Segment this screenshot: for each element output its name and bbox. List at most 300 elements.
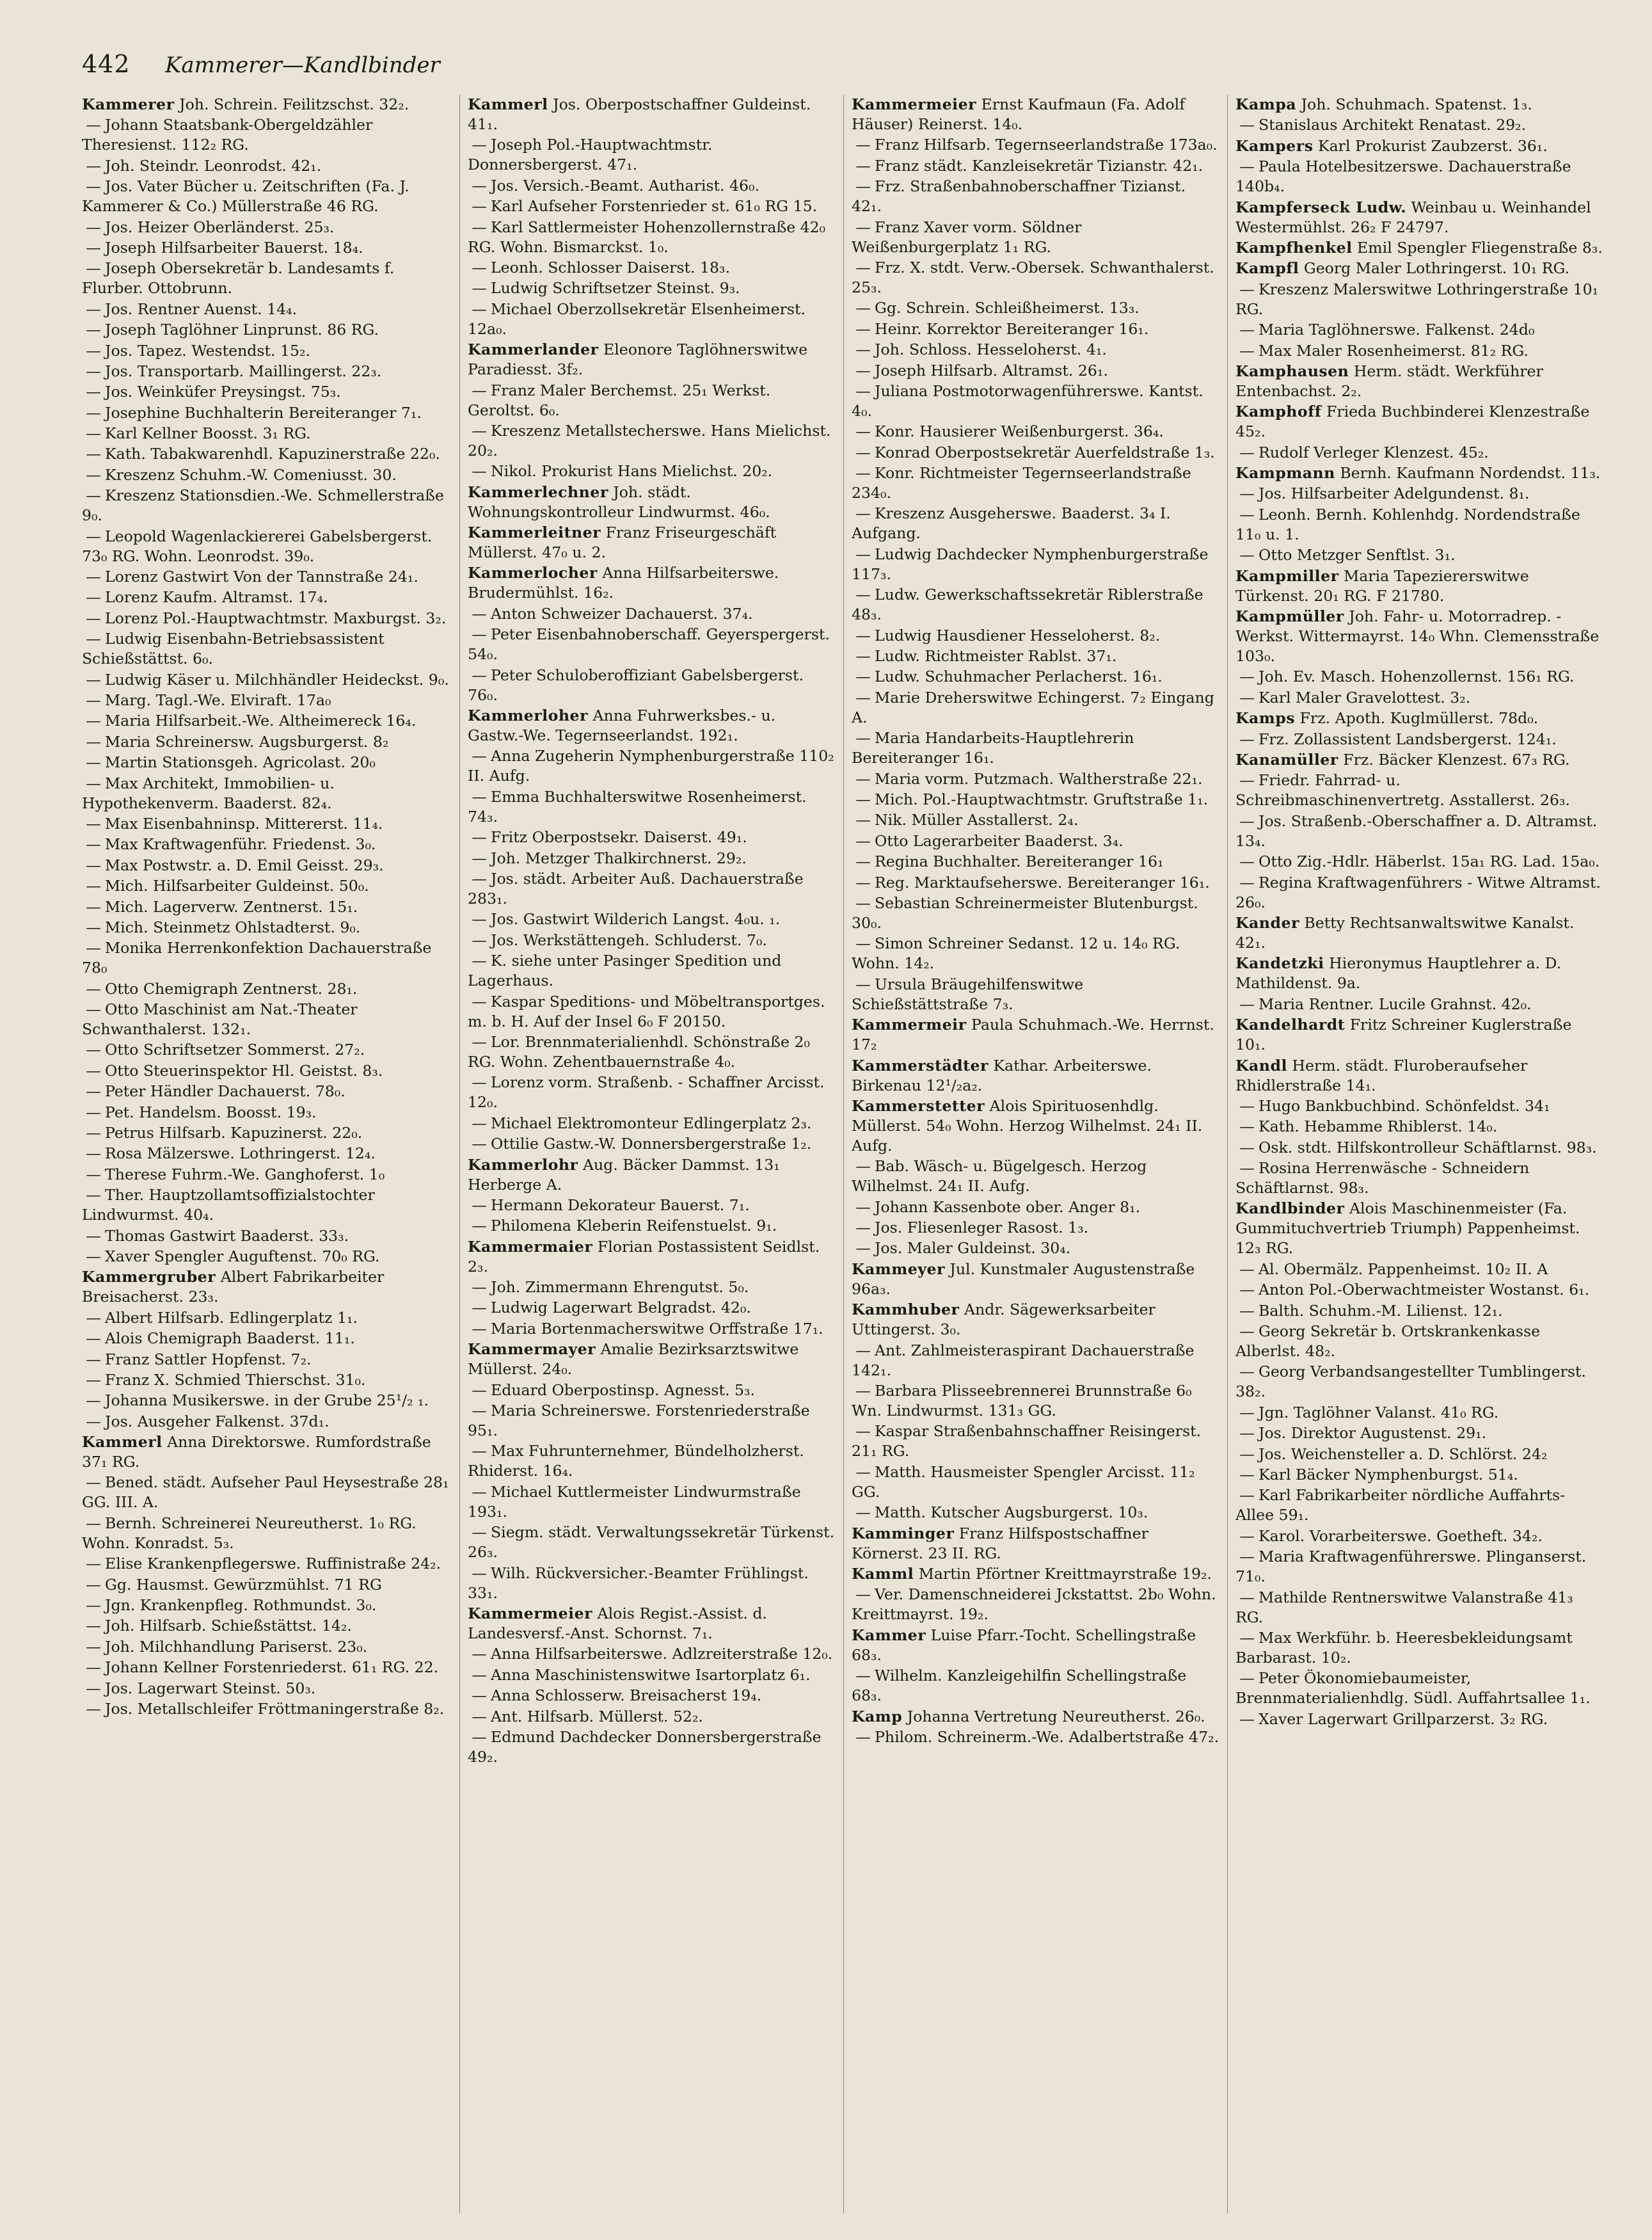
directory-entry	[468, 421, 836, 461]
ditto-dash: —	[86, 177, 101, 196]
entry-surname: Kammerstädter	[852, 1056, 989, 1075]
entry-text: Luise Pfarr.-Tocht. Schellingstraße 68₃.	[852, 1626, 1196, 1664]
ditto-dash: —	[472, 1299, 487, 1317]
directory-entry	[82, 1679, 450, 1699]
ditto-dash: —	[472, 666, 487, 684]
entry-text: Reg. Marktaufseherswe. Bereiteranger 16₁.	[875, 873, 1210, 892]
ditto-dash: —	[1239, 116, 1255, 134]
entry-surname: Kampers	[1235, 136, 1314, 155]
directory-entry	[1235, 463, 1603, 483]
ditto-dash: —	[472, 1665, 487, 1684]
entry-text: Kreszenz Schuhm.-W. Comeniusst. 30.	[105, 465, 397, 484]
directory-entry	[468, 1196, 836, 1215]
ditto-dash: —	[1239, 1424, 1255, 1443]
directory-entry	[1235, 913, 1603, 953]
entry-text: Ludwig Hausdiener Hesseloherst. 8₂.	[875, 626, 1161, 644]
entry-text: Konr. Richtmeister Tegernseerlandstraße 234₀.	[852, 464, 1191, 502]
entry-text: Marg. Tagl.-We. Elviraft. 17a₀	[105, 691, 331, 709]
ditto-dash: —	[86, 1124, 101, 1142]
ditto-dash: —	[86, 814, 101, 833]
entry-text: Karol. Vorarbeiterswe. Goetheft. 34₂.	[1259, 1526, 1543, 1545]
entry-text: Lor. Brennmaterialienhdl. Schönstraße 2₀ RG. Wohn. Zehentbauernstraße 4₀.	[468, 1032, 810, 1071]
ditto-dash: —	[1239, 1096, 1255, 1115]
directory-entry	[1235, 1423, 1603, 1443]
ditto-dash: —	[472, 1523, 487, 1542]
entry-text: Xaver Lagerwart Grillparzerst. 3₂ RG.	[1259, 1709, 1548, 1728]
directory-entry	[82, 382, 450, 402]
directory-entry	[468, 135, 836, 175]
entry-text: Ursula Bräugehilfenswitwe Schießstättstraße 7₃.	[852, 975, 1084, 1013]
directory-entry	[852, 1421, 1219, 1461]
directory-entry	[1235, 1709, 1603, 1729]
directory-entry	[1235, 1015, 1603, 1055]
directory-entry	[468, 1686, 836, 1706]
directory-entry	[468, 1482, 836, 1522]
entry-text: Franz Sattler Hopfenst. 7₂.	[105, 1350, 312, 1368]
entry-text: Joh. Schrein. Feilitzschst. 32₂.	[179, 95, 409, 113]
ditto-dash: —	[1239, 1588, 1255, 1606]
ditto-dash: —	[472, 747, 487, 765]
entry-surname: Kammergruber	[82, 1268, 216, 1286]
entry-text: Mich. Hilfsarbeiter Guldeinst. 50₀.	[105, 877, 369, 895]
directory-entry	[1235, 1628, 1603, 1668]
directory-entry	[82, 1329, 450, 1348]
directory-entry	[852, 873, 1219, 893]
directory-entry	[468, 1032, 836, 1072]
directory-entry	[468, 1380, 836, 1400]
entry-text: Ludwig Lagerwart Belgradst. 42₀.	[491, 1299, 751, 1317]
entry-text: Joseph Taglöhner Linprunst. 86 RG.	[105, 321, 379, 339]
entry-text: Frieda Buchbinderei Klenzestraße 45₂.	[1235, 403, 1590, 441]
directory-entry	[852, 95, 1219, 134]
ditto-dash: —	[855, 688, 871, 707]
entry-text: Barbara Plisseebrennerei Brunnstraße 6₀ Wn. Lindwurmst. 131₃ GG.	[852, 1382, 1192, 1420]
directory-entry	[468, 218, 836, 257]
directory-entry	[82, 238, 450, 258]
entry-text: Jos. Versich.-Beamt. Autharist. 46₀.	[491, 176, 760, 195]
entry-surname: Kammerlocher	[468, 564, 598, 582]
entry-text: Otto Chemigraph Zentnerst. 28₁.	[105, 979, 358, 998]
ditto-dash: —	[86, 156, 101, 175]
directory-entry	[852, 1197, 1219, 1217]
ditto-dash: —	[86, 1700, 101, 1718]
entry-text: Leonh. Bernh. Kohlenhdg. Nordendstraße 11₀ u. 1.	[1235, 505, 1580, 543]
ditto-dash: —	[86, 424, 101, 443]
directory-entry	[468, 746, 836, 786]
entry-text: Frz. Bäcker Klenzest. 67₃ RG.	[1343, 750, 1570, 769]
entry-text: Fritz Schreiner Kuglerstraße 10₁.	[1235, 1016, 1572, 1054]
ditto-dash: —	[86, 300, 101, 318]
directory-entry	[82, 1658, 450, 1677]
entry-text: Mich. Lagerverw. Zentnerst. 15₁.	[105, 897, 358, 916]
entry-text: Heinr. Korrektor Bereiteranger 16₁.	[875, 319, 1149, 338]
ditto-dash: —	[1239, 771, 1255, 790]
entry-text: Edmund Dachdecker Donnersbergerstraße 49₂.	[468, 1727, 822, 1766]
ditto-dash: —	[855, 1382, 871, 1400]
ditto-dash: —	[86, 1165, 101, 1183]
entry-text: Jgn. Krankenpfleg. Rothmundst. 3₀.	[105, 1596, 377, 1615]
ditto-dash: —	[472, 1564, 487, 1582]
entry-text: Lorenz Kaufm. Altramst. 17₄.	[105, 588, 328, 607]
entry-text: Petrus Hilfsarb. Kapuzinerst. 22₀.	[105, 1124, 363, 1142]
ditto-dash: —	[472, 381, 487, 399]
directory-entry	[468, 1707, 836, 1727]
ditto-dash: —	[472, 910, 487, 929]
entry-text: Jos. städt. Arbeiter Auß. Dachauerstraße 283₁.	[468, 869, 804, 908]
entry-text: Lorenz Gastwirt Von der Tannstraße 24₁.	[105, 568, 418, 586]
directory-entry	[1235, 995, 1603, 1014]
ditto-dash: —	[855, 319, 871, 338]
ditto-dash: —	[855, 136, 871, 154]
ditto-dash: —	[855, 1157, 871, 1176]
ditto-dash: —	[472, 218, 487, 236]
directory-entry	[852, 361, 1219, 381]
ditto-dash: —	[855, 381, 871, 400]
ditto-dash: —	[1239, 341, 1255, 360]
entry-surname: Kamphoff	[1235, 403, 1322, 421]
entry-text: Matth. Kutscher Augsburgerst. 10₃.	[875, 1503, 1148, 1522]
entry-text: Maria Bortenmacherswitwe Orffstraße 17₁.	[491, 1319, 823, 1338]
entry-text: Leopold Wagenlackiererei Gabelsbergerst. 73₀ RG. Wohn. Leonrodst. 39₀.	[82, 527, 433, 565]
entry-text: Marie Dreherswitwe Echingerst. 7₂ Eingang A.	[852, 688, 1214, 726]
entry-surname: Kampfl	[1235, 259, 1299, 278]
ditto-dash: —	[855, 811, 871, 829]
entry-text: Pet. Handelsm. Boosst. 19₃.	[105, 1103, 317, 1121]
directory-entry	[468, 869, 836, 909]
directory-entry	[82, 814, 450, 834]
ditto-dash: —	[855, 729, 871, 748]
directory-entry	[468, 1114, 836, 1133]
running-title: Kammerer—Kandlbinder	[165, 52, 440, 78]
entry-surname: Kandetzki	[1235, 954, 1324, 973]
directory-entry	[1235, 505, 1603, 545]
directory-entry	[468, 95, 836, 134]
entry-surname: Kammerl	[468, 95, 548, 113]
entry-text: Bened. städt. Aufseher Paul Heysestraße 28₁ GG. III. A.	[82, 1473, 449, 1512]
directory-entry	[1235, 1403, 1603, 1423]
entry-text: Jos. Maler Guldeinst. 30₄.	[875, 1239, 1071, 1258]
ditto-dash: —	[1239, 1403, 1255, 1421]
directory-entry	[1235, 708, 1603, 728]
directory-entry	[852, 1238, 1219, 1258]
ditto-dash: —	[472, 1707, 487, 1725]
directory-entry	[1235, 688, 1603, 708]
directory-entry	[82, 588, 450, 607]
directory-entry	[852, 1056, 1219, 1096]
directory-entry	[852, 298, 1219, 318]
directory-entry	[82, 1391, 450, 1411]
ditto-dash: —	[472, 1217, 487, 1235]
entry-text: Philomena Kleberin Reifenstuelst. 9₁.	[491, 1217, 777, 1235]
directory-entry	[82, 1350, 450, 1370]
ditto-dash: —	[86, 1658, 101, 1677]
entry-surname: Kammermeier	[468, 1604, 593, 1622]
directory-entry	[468, 300, 836, 339]
ditto-dash: —	[472, 300, 487, 318]
directory-entry	[468, 1441, 836, 1481]
entry-text: Maria vorm. Putzmach. Waltherstraße 22₁.	[875, 769, 1203, 788]
ditto-dash: —	[472, 869, 487, 888]
ditto-dash: —	[855, 545, 871, 563]
directory-entry	[1235, 259, 1603, 278]
entry-text: Otto Schriftsetzer Sommerst. 27₂.	[105, 1041, 365, 1059]
directory-entry	[82, 856, 450, 876]
ditto-dash: —	[855, 626, 871, 644]
entry-text: Jul. Kunstmaler Augustenstraße 96a₃.	[852, 1260, 1195, 1298]
entry-text: Jos. Straßenb.-Oberschaffner a. D. Altramst. 13₄.	[1235, 812, 1598, 850]
column-rule	[459, 95, 460, 2213]
ditto-dash: —	[86, 1226, 101, 1245]
entry-text: Jos. Lagerwart Steinst. 50₃.	[105, 1679, 316, 1697]
directory-entry	[1235, 1526, 1603, 1546]
directory-entry	[82, 918, 450, 938]
directory-entry	[82, 1103, 450, 1123]
entry-text: Mathilde Rentnerswitwe Valanstraße 41₃ RG.	[1235, 1588, 1573, 1626]
entry-text: Max Fuhrunternehmer, Bündelholzherst. Rhiderst. 16₄.	[468, 1442, 804, 1480]
entry-text: Max Postwstr. a. D. Emil Geisst. 29₃.	[105, 856, 384, 874]
directory-entry	[82, 1061, 450, 1081]
entry-text: Eleonore Taglöhnerswitwe Paradiesst. 3f₂.	[468, 340, 808, 379]
entry-text: Regina Buchhalter. Bereiteranger 16₁	[875, 852, 1164, 871]
entry-text: Ottilie Gastw.-W. Donnersbergerstraße 1₂.	[491, 1135, 812, 1153]
entry-text: Karl Aufseher Forstenrieder st. 61₀ RG 15.	[491, 197, 818, 216]
directory-entry	[852, 769, 1219, 789]
entry-surname: Kammerer	[82, 95, 175, 113]
entry-text: Franz Hilfspostschaffner Körnerst. 23 II. RG.	[852, 1524, 1148, 1562]
directory-entry	[852, 1524, 1219, 1564]
entry-text: Anna Direktorswe. Rumfordstraße 37₁ RG.	[82, 1433, 431, 1471]
entry-text: Maria Rentner. Lucile Grahnst. 42₀.	[1259, 995, 1532, 1013]
directory-entry	[468, 523, 836, 563]
ditto-dash: —	[472, 1402, 487, 1420]
entry-text: Ludwig Dachdecker Nymphenburgerstraße 117₃.	[852, 545, 1209, 583]
directory-entry	[1235, 1280, 1603, 1300]
directory-entry	[852, 1218, 1219, 1238]
directory-entry	[82, 1432, 450, 1472]
directory-entry	[468, 992, 836, 1032]
entry-text: Eduard Oberpostinsp. Agnesst. 5₃.	[491, 1380, 755, 1399]
directory-entry	[1235, 443, 1603, 463]
directory-entry	[1235, 607, 1603, 666]
entry-text: Josephine Buchhalterin Bereiteranger 7₁.	[105, 403, 422, 422]
entry-text: Amalie Bezirksarztswitwe Müllerst. 24₀.	[468, 1340, 799, 1379]
directory-entry	[1235, 484, 1603, 504]
directory-entry	[852, 381, 1219, 421]
ditto-dash: —	[1239, 852, 1255, 871]
entry-text: Maria Schreinerswe. Forstenriederstraße 95₁.	[468, 1402, 810, 1440]
entry-text: Karl Prokurist Zaubzerst. 36₁.	[1317, 136, 1548, 155]
ditto-dash: —	[855, 1585, 871, 1604]
entry-text: Peter Schuloberoffiziant Gabelsbergerst. 76₀.	[468, 666, 804, 704]
entry-text: Jos. Transportarb. Maillingerst. 22₃.	[105, 362, 382, 380]
directory-entry	[468, 706, 836, 746]
entry-surname: Kampferseck Ludw.	[1235, 198, 1406, 216]
ditto-dash: —	[472, 1319, 487, 1338]
directory-entry	[468, 1644, 836, 1664]
directory-entry	[852, 893, 1219, 933]
ditto-dash: —	[86, 383, 101, 401]
directory-entry	[852, 1585, 1219, 1624]
directory-columns	[82, 95, 1603, 2220]
entry-surname: Kammhuber	[852, 1300, 960, 1319]
ditto-dash: —	[855, 299, 871, 317]
directory-entry	[82, 1514, 450, 1553]
entry-text: Juliana Postmotorwagenführerswe. Kantst. 4₀.	[852, 381, 1203, 420]
entry-surname: Kammerl	[82, 1433, 163, 1452]
entry-text: Peter Händler Dachauerst. 78₀.	[105, 1082, 345, 1101]
entry-text: Otto Metzger Senftlst. 3₁.	[1259, 546, 1456, 564]
ditto-dash: —	[472, 258, 487, 276]
ditto-dash: —	[1239, 1260, 1255, 1278]
ditto-dash: —	[472, 1073, 487, 1092]
directory-entry	[1235, 852, 1603, 872]
ditto-dash: —	[472, 931, 487, 949]
ditto-dash: —	[1239, 484, 1255, 503]
entry-surname: Kammeyer	[852, 1260, 945, 1278]
ditto-dash: —	[855, 1667, 871, 1685]
entry-text: Friedr. Fahrrad- u. Schreibmaschinenvertretg. Asstallerst. 26₃.	[1235, 771, 1570, 810]
directory-entry	[1235, 341, 1603, 361]
directory-entry	[1235, 402, 1603, 442]
directory-entry	[1235, 1322, 1603, 1361]
entry-text: Jos. Gastwirt Wilderich Langst. 4₀u. ₁.	[491, 910, 781, 929]
directory-entry	[82, 567, 450, 587]
ditto-dash: —	[472, 787, 487, 806]
directory-entry	[852, 934, 1219, 973]
directory-entry	[1235, 750, 1603, 770]
ditto-dash: —	[472, 604, 487, 623]
entry-text: Jos. Oberpostschaffner Guldeinst. 41₁.	[468, 95, 811, 133]
entry-text: Joh. Milchhandlung Pariserst. 23₀.	[105, 1637, 368, 1656]
entry-text: Leonh. Schlosser Daiserst. 18₃.	[491, 258, 730, 276]
directory-entry	[468, 1401, 836, 1441]
ditto-dash: —	[472, 828, 487, 847]
entry-text: Albert Hilfsarb. Edlingerplatz 1₁.	[105, 1308, 358, 1327]
entry-text: Matth. Hausmeister Spengler Arcisst. 11₂ GG.	[852, 1462, 1195, 1501]
ditto-dash: —	[1239, 1486, 1255, 1505]
ditto-dash: —	[855, 769, 871, 788]
directory-entry	[468, 849, 836, 868]
entry-text: Michael Kuttlermeister Lindwurmstraße 193₁.	[468, 1482, 801, 1521]
entry-text: Maria Tapeziererswitwe Türkenst. 20₁ RG. F 21780.	[1235, 566, 1529, 605]
ditto-dash: —	[86, 341, 101, 360]
entry-surname: Kamps	[1235, 709, 1296, 728]
ditto-dash: —	[1239, 1709, 1255, 1728]
directory-entry	[82, 1082, 450, 1101]
ditto-dash: —	[86, 939, 101, 957]
entry-text: Georg Sekretär b. Ortskrankenkasse Alberlst. 48₂.	[1235, 1322, 1541, 1361]
ditto-dash: —	[855, 1341, 871, 1359]
entry-text: Ernst Kaufmaun (Fa. Adolf Häuser) Reinerst. 14₀.	[852, 95, 1185, 133]
entry-text: Joh. Steindr. Leonrodst. 42₁.	[105, 156, 322, 175]
directory-entry	[852, 1727, 1219, 1747]
directory-entry	[468, 787, 836, 827]
ditto-dash: —	[1239, 812, 1255, 830]
directory-entry	[1235, 954, 1603, 993]
entry-text: Joh. Metzger Thalkirchnerst. 29₂.	[491, 849, 747, 867]
directory-entry	[852, 1626, 1219, 1665]
entry-surname: Kammerstetter	[852, 1096, 985, 1115]
directory-entry	[852, 728, 1219, 768]
ditto-dash: —	[855, 893, 871, 912]
ditto-dash: —	[1239, 1281, 1255, 1299]
directory-entry	[852, 1381, 1219, 1421]
directory-entry	[82, 527, 450, 566]
entry-surname: Kammerloher	[468, 707, 588, 725]
entry-text: Regina Kraftwagenführers - Witwe Altramst. 26₀.	[1235, 873, 1601, 911]
ditto-dash: —	[86, 1000, 101, 1019]
ditto-dash: —	[86, 259, 101, 278]
ditto-dash: —	[86, 609, 101, 627]
directory-entry	[1235, 1668, 1603, 1708]
ditto-dash: —	[1239, 873, 1255, 892]
directory-entry	[82, 362, 450, 381]
ditto-dash: —	[86, 1247, 101, 1265]
ditto-dash: —	[86, 116, 101, 134]
directory-entry	[468, 483, 836, 522]
ditto-dash: —	[86, 1391, 101, 1410]
entry-text: Hermann Dekorateur Bauerst. 7₁.	[491, 1196, 750, 1214]
directory-entry	[468, 1298, 836, 1318]
entry-text: Michael Elektromonteur Edlingerplatz 2₃.	[491, 1114, 812, 1132]
directory-entry	[82, 341, 450, 361]
entry-text: Ludwig Schriftsetzer Steinst. 9₃.	[491, 279, 740, 298]
directory-entry	[82, 876, 450, 896]
ditto-dash: —	[1239, 730, 1255, 748]
entry-surname: Kampmüller	[1235, 607, 1344, 626]
directory-entry	[1235, 1444, 1603, 1464]
ditto-dash: —	[1239, 1465, 1255, 1484]
entry-text: Ver. Damenschneiderei Jckstattst. 2b₀ Wohn. Kreittmayrst. 19₂.	[852, 1585, 1216, 1624]
ditto-dash: —	[86, 630, 101, 648]
ditto-dash: —	[855, 340, 871, 359]
entry-text: Jos. Werkstättengeh. Schluderst. 7₀.	[491, 931, 767, 949]
entry-text: Osk. stdt. Hilfskontrolleur Schäftlarnst. 98₃.	[1259, 1138, 1597, 1156]
directory-entry	[468, 278, 836, 298]
directory-entry	[468, 1237, 836, 1277]
entry-text: Kaspar Straßenbahnschaffner Reisingerst. 21₁ RG.	[852, 1422, 1202, 1460]
ditto-dash: —	[86, 1186, 101, 1204]
directory-entry	[82, 115, 450, 155]
entry-text: Kath. Tabakwarenhdl. Kapuzinerstraße 22₀.	[105, 445, 440, 463]
directory-entry	[82, 897, 450, 917]
entry-text: Karl Kellner Boosst. 3₁ RG.	[105, 424, 311, 443]
entry-surname: Kammermeier	[852, 95, 977, 113]
ditto-dash: —	[472, 1727, 487, 1746]
entry-text: Otto Lagerarbeiter Baaderst. 3₄.	[875, 831, 1124, 850]
ditto-dash: —	[472, 625, 487, 644]
ditto-dash: —	[86, 712, 101, 730]
directory-entry	[1235, 1056, 1603, 1096]
ditto-dash: —	[86, 1144, 101, 1163]
entry-text: Franz Hilfsarb. Tegernseerlandstraße 173a₀.	[875, 136, 1218, 154]
directory-entry	[82, 1144, 450, 1164]
entry-surname: Kammer	[852, 1626, 926, 1644]
entry-text: Johann Kassenbote ober. Anger 8₁.	[875, 1197, 1141, 1216]
entry-text: Ludwig Eisenbahn-Betriebsassistent Schießstättst. 6₀.	[82, 630, 385, 668]
directory-entry	[468, 176, 836, 196]
directory-entry	[852, 646, 1219, 666]
directory-entry	[82, 1370, 450, 1390]
entry-text: Jos. Metallschleifer Fröttmaningerstraße 8₂.	[105, 1700, 445, 1718]
entry-text: Georg Maler Lothringerst. 10₁ RG.	[1303, 259, 1570, 278]
entry-text: Sebastian Schreinermeister Blutenburgst. 30₀.	[852, 893, 1198, 932]
ditto-dash: —	[1239, 1322, 1255, 1341]
entry-surname: Kamphausen	[1235, 362, 1349, 380]
entry-text: Alois Maschinenmeister (Fa. Gummituchvertrieb Triumph) Pappenheimst. 12₃ RG.	[1235, 1199, 1580, 1258]
entry-text: Karl Maler Gravelottest. 3₂.	[1259, 688, 1471, 707]
ditto-dash: —	[1239, 321, 1255, 339]
